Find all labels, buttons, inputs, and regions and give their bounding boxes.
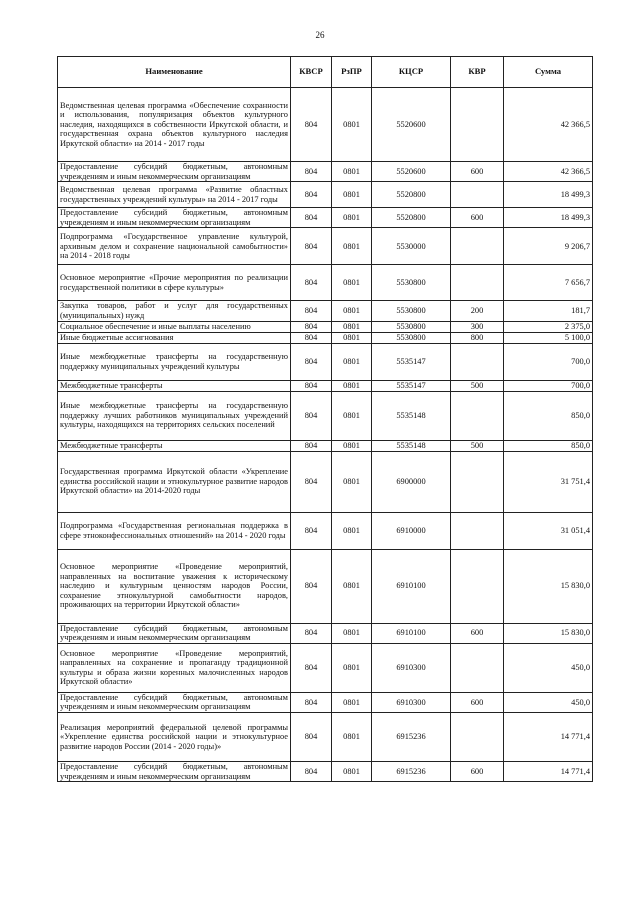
cell-kcsr: 5530800 <box>372 265 451 301</box>
cell-kvsr: 804 <box>291 88 332 162</box>
cell-kcsr: 6915236 <box>372 712 451 761</box>
cell-kvr <box>451 265 504 301</box>
cell-name: Предоставление субсидий бюджетным, автономным учреждениям и иным некоммерческим организациям <box>58 761 291 781</box>
cell-sum: 5 100,0 <box>504 332 593 343</box>
cell-sum: 450,0 <box>504 643 593 692</box>
cell-kcsr: 5520600 <box>372 88 451 162</box>
cell-name: Основное мероприятие «Прочие мероприятия по реализации государственной политики в сфере культуры» <box>58 265 291 301</box>
cell-sum: 14 771,4 <box>504 761 593 781</box>
cell-name: Межбюджетные трансферты <box>58 380 291 391</box>
cell-kvsr: 804 <box>291 301 332 321</box>
cell-kvsr: 804 <box>291 549 332 623</box>
table-body <box>58 88 593 782</box>
cell-kvr: 500 <box>451 440 504 451</box>
cell-sum: 450,0 <box>504 692 593 712</box>
cell-kcsr: 5520800 <box>372 208 451 228</box>
cell-name: Предоставление субсидий бюджетным, автономным учреждениям и иным некоммерческим организациям <box>58 692 291 712</box>
table-row <box>58 451 593 512</box>
cell-kvsr: 804 <box>291 512 332 549</box>
cell-name: Предоставление субсидий бюджетным, автономным учреждениям и иным некоммерческим организациям <box>58 208 291 228</box>
page-number: 26 <box>315 30 325 40</box>
cell-kcsr: 6910100 <box>372 623 451 643</box>
cell-name: Иные межбюджетные трансферты на государственную поддержку лучших работников муниципальных учреждений культуры, находящихся на территориях сельских поселений <box>58 391 291 440</box>
cell-sum: 850,0 <box>504 391 593 440</box>
cell-kvsr: 804 <box>291 712 332 761</box>
cell-kvr <box>451 512 504 549</box>
cell-kcsr: 5530000 <box>372 228 451 265</box>
cell-kcsr: 5530800 <box>372 301 451 321</box>
cell-rzpr: 0801 <box>332 712 372 761</box>
table-row <box>58 391 593 440</box>
table-row <box>58 712 593 761</box>
cell-sum: 15 830,0 <box>504 549 593 623</box>
table-row <box>58 692 593 712</box>
header-kvr: КВР <box>451 57 504 88</box>
cell-kvr <box>451 391 504 440</box>
table-row <box>58 380 593 391</box>
cell-name: Основное мероприятие «Проведение мероприятий, направленных на сохранение и пропаганду традиционной культуры и образа жизни коренных малочисленных народов Иркутской области» <box>58 643 291 692</box>
cell-rzpr: 0801 <box>332 182 372 208</box>
cell-kcsr: 5535147 <box>372 343 451 380</box>
cell-kvsr: 804 <box>291 451 332 512</box>
cell-kvr <box>451 451 504 512</box>
cell-sum: 700,0 <box>504 380 593 391</box>
cell-kcsr: 5535148 <box>372 391 451 440</box>
cell-kvsr: 804 <box>291 162 332 182</box>
cell-rzpr: 0801 <box>332 301 372 321</box>
cell-kvr: 600 <box>451 208 504 228</box>
cell-kvsr: 804 <box>291 380 332 391</box>
cell-sum: 31 051,4 <box>504 512 593 549</box>
table-row <box>58 208 593 228</box>
cell-sum: 7 656,7 <box>504 265 593 301</box>
cell-kvsr: 804 <box>291 692 332 712</box>
header-kvsr: КВСР <box>291 57 332 88</box>
table-row <box>58 440 593 451</box>
cell-kcsr: 5535148 <box>372 440 451 451</box>
cell-kcsr: 6910300 <box>372 643 451 692</box>
header-kcsr: КЦСР <box>372 57 451 88</box>
cell-rzpr: 0801 <box>332 343 372 380</box>
cell-kvsr: 804 <box>291 228 332 265</box>
cell-kvsr: 804 <box>291 391 332 440</box>
cell-sum: 700,0 <box>504 343 593 380</box>
cell-kvr <box>451 182 504 208</box>
cell-sum: 2 375,0 <box>504 321 593 332</box>
cell-name: Закупка товаров, работ и услуг для государственных (муниципальных) нужд <box>58 301 291 321</box>
cell-sum: 31 751,4 <box>504 451 593 512</box>
cell-kvr <box>451 549 504 623</box>
cell-rzpr: 0801 <box>332 162 372 182</box>
table-row <box>58 623 593 643</box>
cell-kvr <box>451 88 504 162</box>
cell-name: Основное мероприятие «Проведение мероприятий, направленных на воспитание уважения к историческому наследию и культурным ценностям народов России, сохранение этнокультурной самобытности народов, проживающих на территории Иркутской области» <box>58 549 291 623</box>
cell-sum: 850,0 <box>504 440 593 451</box>
cell-kcsr: 5530800 <box>372 321 451 332</box>
table-row <box>58 549 593 623</box>
budget-table <box>57 56 593 782</box>
table-row <box>58 265 593 301</box>
cell-name: Социальное обеспечение и иные выплаты населению <box>58 321 291 332</box>
cell-rzpr: 0801 <box>332 380 372 391</box>
cell-kvr <box>451 643 504 692</box>
cell-name: Иные межбюджетные трансферты на государственную поддержку муниципальных учреждений культуры <box>58 343 291 380</box>
cell-kcsr: 5530800 <box>372 332 451 343</box>
cell-rzpr: 0801 <box>332 332 372 343</box>
table-row <box>58 643 593 692</box>
cell-name: Иные бюджетные ассигнования <box>58 332 291 343</box>
cell-sum: 18 499,3 <box>504 182 593 208</box>
cell-name: Ведомственная целевая программа «Развитие областных государственных учреждений культуры» на 2014 - 2017 годы <box>58 182 291 208</box>
cell-name: Подпрограмма «Государственная региональная поддержка в сфере этноконфессиональных отношений» на 2014 - 2020 годы <box>58 512 291 549</box>
cell-kvr <box>451 343 504 380</box>
cell-kvr: 600 <box>451 162 504 182</box>
cell-kcsr: 5520600 <box>372 162 451 182</box>
table-row <box>58 228 593 265</box>
table-row <box>58 162 593 182</box>
cell-rzpr: 0801 <box>332 623 372 643</box>
cell-rzpr: 0801 <box>332 228 372 265</box>
table-row <box>58 182 593 208</box>
table-row <box>58 512 593 549</box>
cell-kvsr: 804 <box>291 761 332 781</box>
cell-kvsr: 804 <box>291 332 332 343</box>
cell-kcsr: 6910100 <box>372 549 451 623</box>
cell-name: Межбюджетные трансферты <box>58 440 291 451</box>
cell-kvr: 200 <box>451 301 504 321</box>
header-sum: Сумма <box>504 57 593 88</box>
table-row <box>58 301 593 321</box>
cell-kvsr: 804 <box>291 321 332 332</box>
cell-rzpr: 0801 <box>332 643 372 692</box>
cell-sum: 15 830,0 <box>504 623 593 643</box>
header-rzpr: РзПР <box>332 57 372 88</box>
table-row <box>58 332 593 343</box>
cell-kcsr: 6900000 <box>372 451 451 512</box>
cell-kvr: 600 <box>451 692 504 712</box>
cell-kvsr: 804 <box>291 440 332 451</box>
cell-name: Ведомственная целевая программа «Обеспечение сохранности и использования, популяризация объектов культурного наследия, находящихся в собственности Иркутской области, и государственная охрана объектов культурного наследия Иркутской области» на 2014 - 2017 годы <box>58 88 291 162</box>
cell-kvsr: 804 <box>291 643 332 692</box>
cell-sum: 181,7 <box>504 301 593 321</box>
cell-rzpr: 0801 <box>332 761 372 781</box>
cell-rzpr: 0801 <box>332 451 372 512</box>
cell-kvr <box>451 228 504 265</box>
cell-name: Реализация мероприятий федеральной целевой программы «Укрепление единства российской нации и этнокультурное развитие народов России (2014 - 2020 годы)» <box>58 712 291 761</box>
cell-rzpr: 0801 <box>332 512 372 549</box>
cell-rzpr: 0801 <box>332 265 372 301</box>
cell-rzpr: 0801 <box>332 88 372 162</box>
cell-name: Подпрограмма «Государственное управление культурой, архивным делом и сохранение национальной самобытности» на 2014 - 2018 годы <box>58 228 291 265</box>
cell-kcsr: 5535147 <box>372 380 451 391</box>
cell-kvr: 600 <box>451 761 504 781</box>
cell-rzpr: 0801 <box>332 692 372 712</box>
cell-name: Государственная программа Иркутской области «Укрепление единства российской нации и этнокультурное развитие народов Иркутской области» на 2014-2020 годы <box>58 451 291 512</box>
header-name: Наименование <box>58 57 291 88</box>
cell-kcsr: 6915236 <box>372 761 451 781</box>
cell-rzpr: 0801 <box>332 549 372 623</box>
table-row <box>58 761 593 781</box>
cell-sum: 42 366,5 <box>504 162 593 182</box>
cell-kvsr: 804 <box>291 343 332 380</box>
cell-kvr <box>451 712 504 761</box>
cell-rzpr: 0801 <box>332 391 372 440</box>
cell-sum: 18 499,3 <box>504 208 593 228</box>
cell-kcsr: 5520800 <box>372 182 451 208</box>
cell-kvr: 800 <box>451 332 504 343</box>
cell-kvsr: 804 <box>291 265 332 301</box>
cell-rzpr: 0801 <box>332 208 372 228</box>
cell-name: Предоставление субсидий бюджетным, автономным учреждениям и иным некоммерческим организациям <box>58 162 291 182</box>
table-header-row <box>58 57 593 88</box>
cell-kvsr: 804 <box>291 182 332 208</box>
cell-sum: 42 366,5 <box>504 88 593 162</box>
table-row <box>58 343 593 380</box>
cell-kvr: 600 <box>451 623 504 643</box>
cell-kcsr: 6910000 <box>372 512 451 549</box>
cell-kvsr: 804 <box>291 208 332 228</box>
cell-name: Предоставление субсидий бюджетным, автономным учреждениям и иным некоммерческим организациям <box>58 623 291 643</box>
cell-sum: 14 771,4 <box>504 712 593 761</box>
cell-rzpr: 0801 <box>332 440 372 451</box>
cell-kcsr: 6910300 <box>372 692 451 712</box>
table-row <box>58 321 593 332</box>
cell-kvr: 300 <box>451 321 504 332</box>
cell-kvr: 500 <box>451 380 504 391</box>
cell-rzpr: 0801 <box>332 321 372 332</box>
cell-sum: 9 206,7 <box>504 228 593 265</box>
cell-kvsr: 804 <box>291 623 332 643</box>
table-row <box>58 88 593 162</box>
